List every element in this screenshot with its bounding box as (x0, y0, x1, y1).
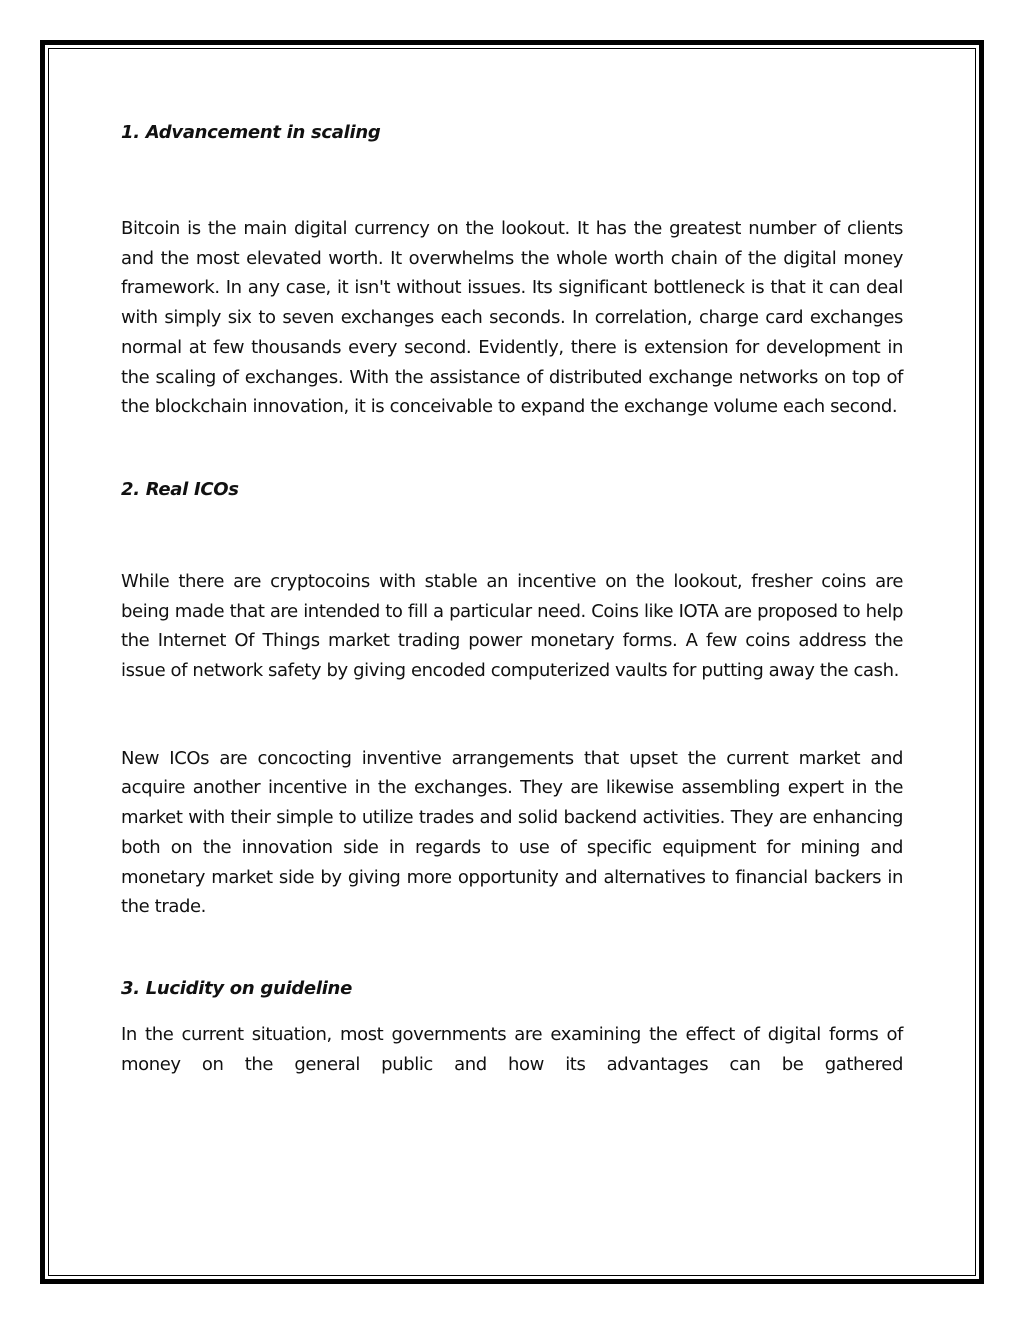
section-heading: 1. Advancement in scaling (121, 122, 381, 143)
paragraph: Bitcoin is the main digital currency on the lookout. It has the greatest number of clients and the most elevated worth. It overwhelms the whole worth chain of the digital money framework. In any case, it isn't without issues. Its significant bottleneck is that it can deal with simply six to seven exchanges each seconds. In correlation, charge card exchanges normal at few thousands every second. Evidently, there is extension for development in the scaling of exchanges. With the assistance of distributed exchange networks on top of the blockchain innovation, it is conceivable to expand the exchange volume each second. (121, 218, 903, 418)
paragraph: In the current situation, most governments are examining the effect of digital forms of money on the general public and how its advantages can be gathered (121, 1023, 903, 1075)
paragraph: While there are cryptocoins with stable an incentive on the lookout, fresher coins are being made that are intended to fill a particular need. Coins like IOTA are proposed to help the Internet Of Things market trading power monetary forms. A few coins address the issue of network safety by giving encoded computerized vaults for putting away the cash. (121, 570, 903, 682)
section-heading: 3. Lucidity on guideline (121, 977, 352, 999)
document-body (121, 118, 903, 1079)
paragraph: New ICOs are concocting inventive arrangements that upset the current market and acquire another incentive in the exchanges. They are likewise assembling expert in the market with their simple to utilize trades and solid backend activities. They are enhancing both on the innovation side in regards to use of specific equipment for mining and monetary market side by giving more opportunity and alternatives to financial backers in the trade. (121, 747, 903, 918)
section-heading: 2. Real ICOs (121, 478, 239, 500)
